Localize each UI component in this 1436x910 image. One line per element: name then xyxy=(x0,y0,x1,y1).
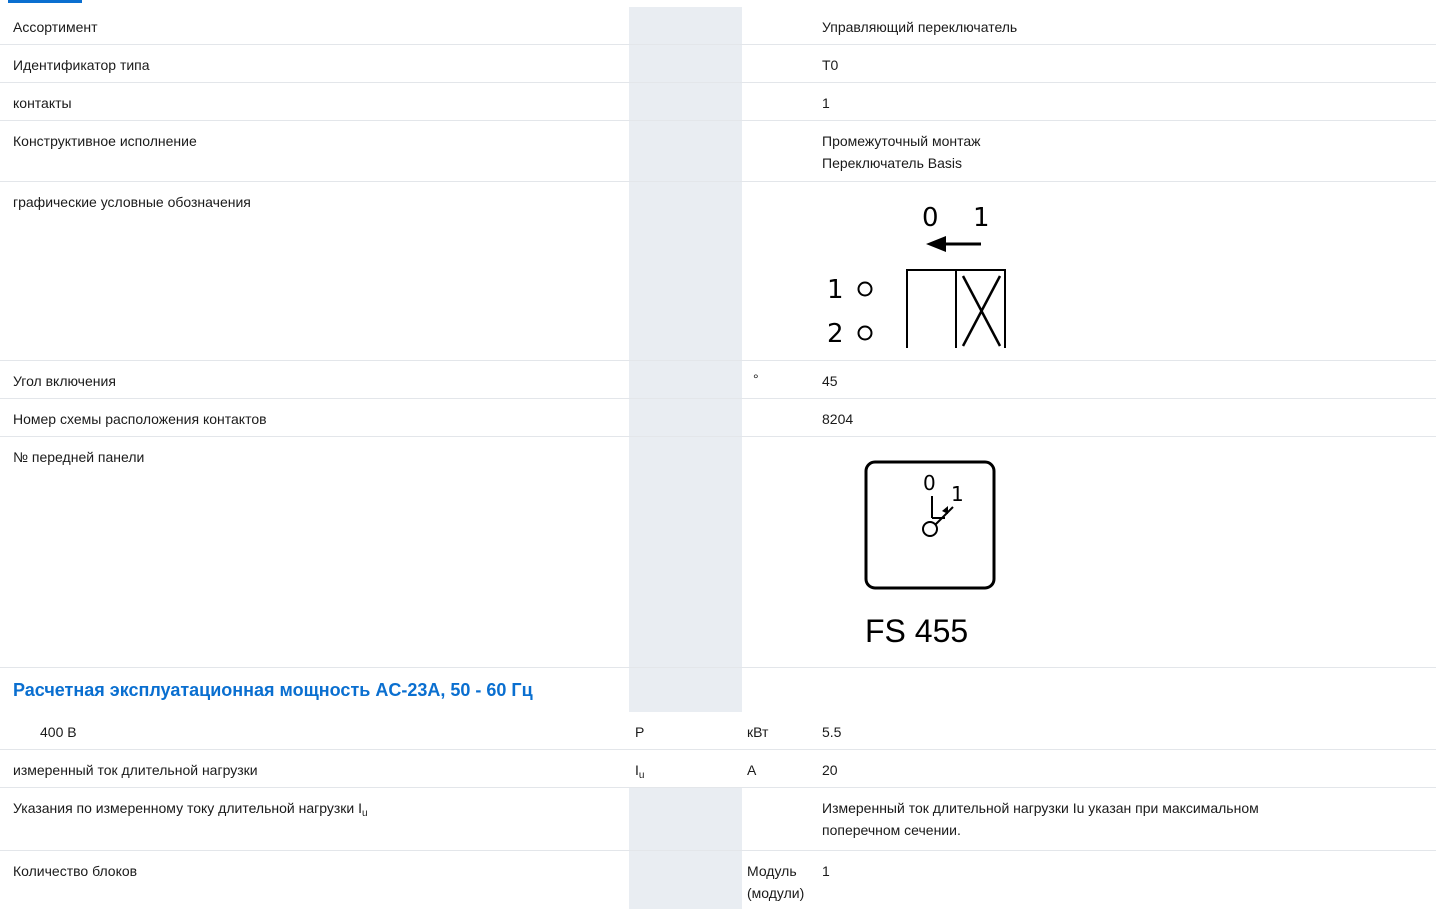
position-0-label: 0 xyxy=(922,203,939,233)
unit-cell: A xyxy=(747,762,757,778)
terminal-1-label: 1 xyxy=(827,275,844,305)
label-subscript: u xyxy=(362,808,368,819)
row-label: Количество блоков xyxy=(13,863,138,879)
symbol-cell xyxy=(629,7,742,44)
row-value xyxy=(819,121,1436,181)
terminal-circle-icon xyxy=(859,283,872,296)
symbol-cell xyxy=(629,83,742,120)
row-value: 45 xyxy=(822,373,838,389)
value-line: Переключатель Basis xyxy=(822,155,962,171)
unit-cell xyxy=(742,668,819,712)
symbol-cell xyxy=(629,750,742,787)
unit-cell xyxy=(742,361,819,398)
row-value xyxy=(819,668,1436,712)
row-label: Конструктивное исполнение xyxy=(13,133,197,149)
row-value xyxy=(819,182,1436,360)
section-title: Расчетная эксплуатационная мощность AC-23A, 50 - 60 Гц xyxy=(13,680,533,700)
value-line: Промежуточный монтаж xyxy=(822,133,981,149)
table-row xyxy=(0,437,1436,668)
unit-line: (модули) xyxy=(747,885,805,901)
symbol-cell xyxy=(629,182,742,360)
row-label: Идентификатор типа xyxy=(13,57,150,73)
symbol-cell: P xyxy=(629,712,742,749)
unit-cell xyxy=(742,7,819,44)
position-0-label: 0 xyxy=(923,471,936,495)
symbol-cell xyxy=(629,437,742,667)
table-row xyxy=(0,750,1436,788)
table-row xyxy=(0,788,1436,851)
table-row xyxy=(0,399,1436,437)
row-label xyxy=(0,788,629,850)
row-label: Ассортимент xyxy=(13,19,98,35)
symbol-cell xyxy=(629,788,742,850)
unit-cell xyxy=(742,399,819,436)
table-row xyxy=(0,361,1436,399)
terminal-circle-icon xyxy=(859,327,872,340)
degree-unit: ° xyxy=(753,371,759,387)
section-header-row xyxy=(0,668,1436,712)
unit-cell xyxy=(742,121,819,181)
row-label: № передней панели xyxy=(13,449,145,465)
value-line: Измеренный ток длительной нагрузки Iu указан при максимальном xyxy=(822,800,1259,816)
panel-caption: FS 455 xyxy=(865,613,969,649)
front-panel-symbol xyxy=(822,451,1022,651)
row-value: 20 xyxy=(822,762,838,778)
row-label: Угол включения xyxy=(13,373,116,389)
section-accent-bar xyxy=(8,0,82,3)
unit-cell: кВт xyxy=(747,724,769,740)
unit-cell xyxy=(742,83,819,120)
symbol-cell xyxy=(629,851,742,909)
row-label: графические условные обозначения xyxy=(13,194,251,210)
unit-cell xyxy=(742,437,819,667)
symbol-main: I xyxy=(635,762,639,778)
label-main: Указания по измеренному току длительной нагрузки I xyxy=(13,800,362,816)
row-value: 5.5 xyxy=(822,724,842,740)
table-row xyxy=(0,83,1436,121)
row-value: 8204 xyxy=(822,411,854,427)
row-value: Управляющий переключатель xyxy=(822,19,1018,35)
cross-icon xyxy=(963,276,1000,346)
row-value xyxy=(819,788,1436,850)
unit-cell xyxy=(742,788,819,850)
symbol-cell xyxy=(629,121,742,181)
position-1-label: 1 xyxy=(951,482,964,506)
unit-line: Модуль xyxy=(747,863,797,879)
terminal-2-label: 2 xyxy=(827,319,844,348)
table-row xyxy=(0,121,1436,182)
symbol-cell xyxy=(629,668,742,712)
row-value xyxy=(819,437,1436,667)
unit-cell xyxy=(742,45,819,82)
rotary-handle-icon xyxy=(923,496,953,536)
row-value: 1 xyxy=(822,95,830,111)
symbol-cell xyxy=(629,45,742,82)
spec-table xyxy=(0,7,1436,909)
unit-cell xyxy=(742,851,819,909)
value-line: поперечном сечении. xyxy=(822,822,961,838)
table-row xyxy=(0,45,1436,83)
symbol-cell xyxy=(629,399,742,436)
row-value: T0 xyxy=(822,57,839,73)
table-row xyxy=(0,851,1436,909)
table-row xyxy=(0,712,1436,750)
table-row xyxy=(0,182,1436,361)
row-label: контакты xyxy=(13,95,72,111)
position-1-label: 1 xyxy=(973,203,990,233)
row-label: 400 В xyxy=(40,724,77,740)
arrow-left-icon xyxy=(926,236,981,252)
symbol-cell xyxy=(629,361,742,398)
unit-cell xyxy=(742,182,819,360)
contact-diagram-symbol xyxy=(822,190,1022,348)
row-label: Номер схемы расположения контактов xyxy=(13,411,267,427)
table-row xyxy=(0,7,1436,45)
row-value: 1 xyxy=(822,863,830,879)
symbol-subscript: u xyxy=(638,770,645,781)
row-label: измеренный ток длительной нагрузки xyxy=(13,762,258,778)
